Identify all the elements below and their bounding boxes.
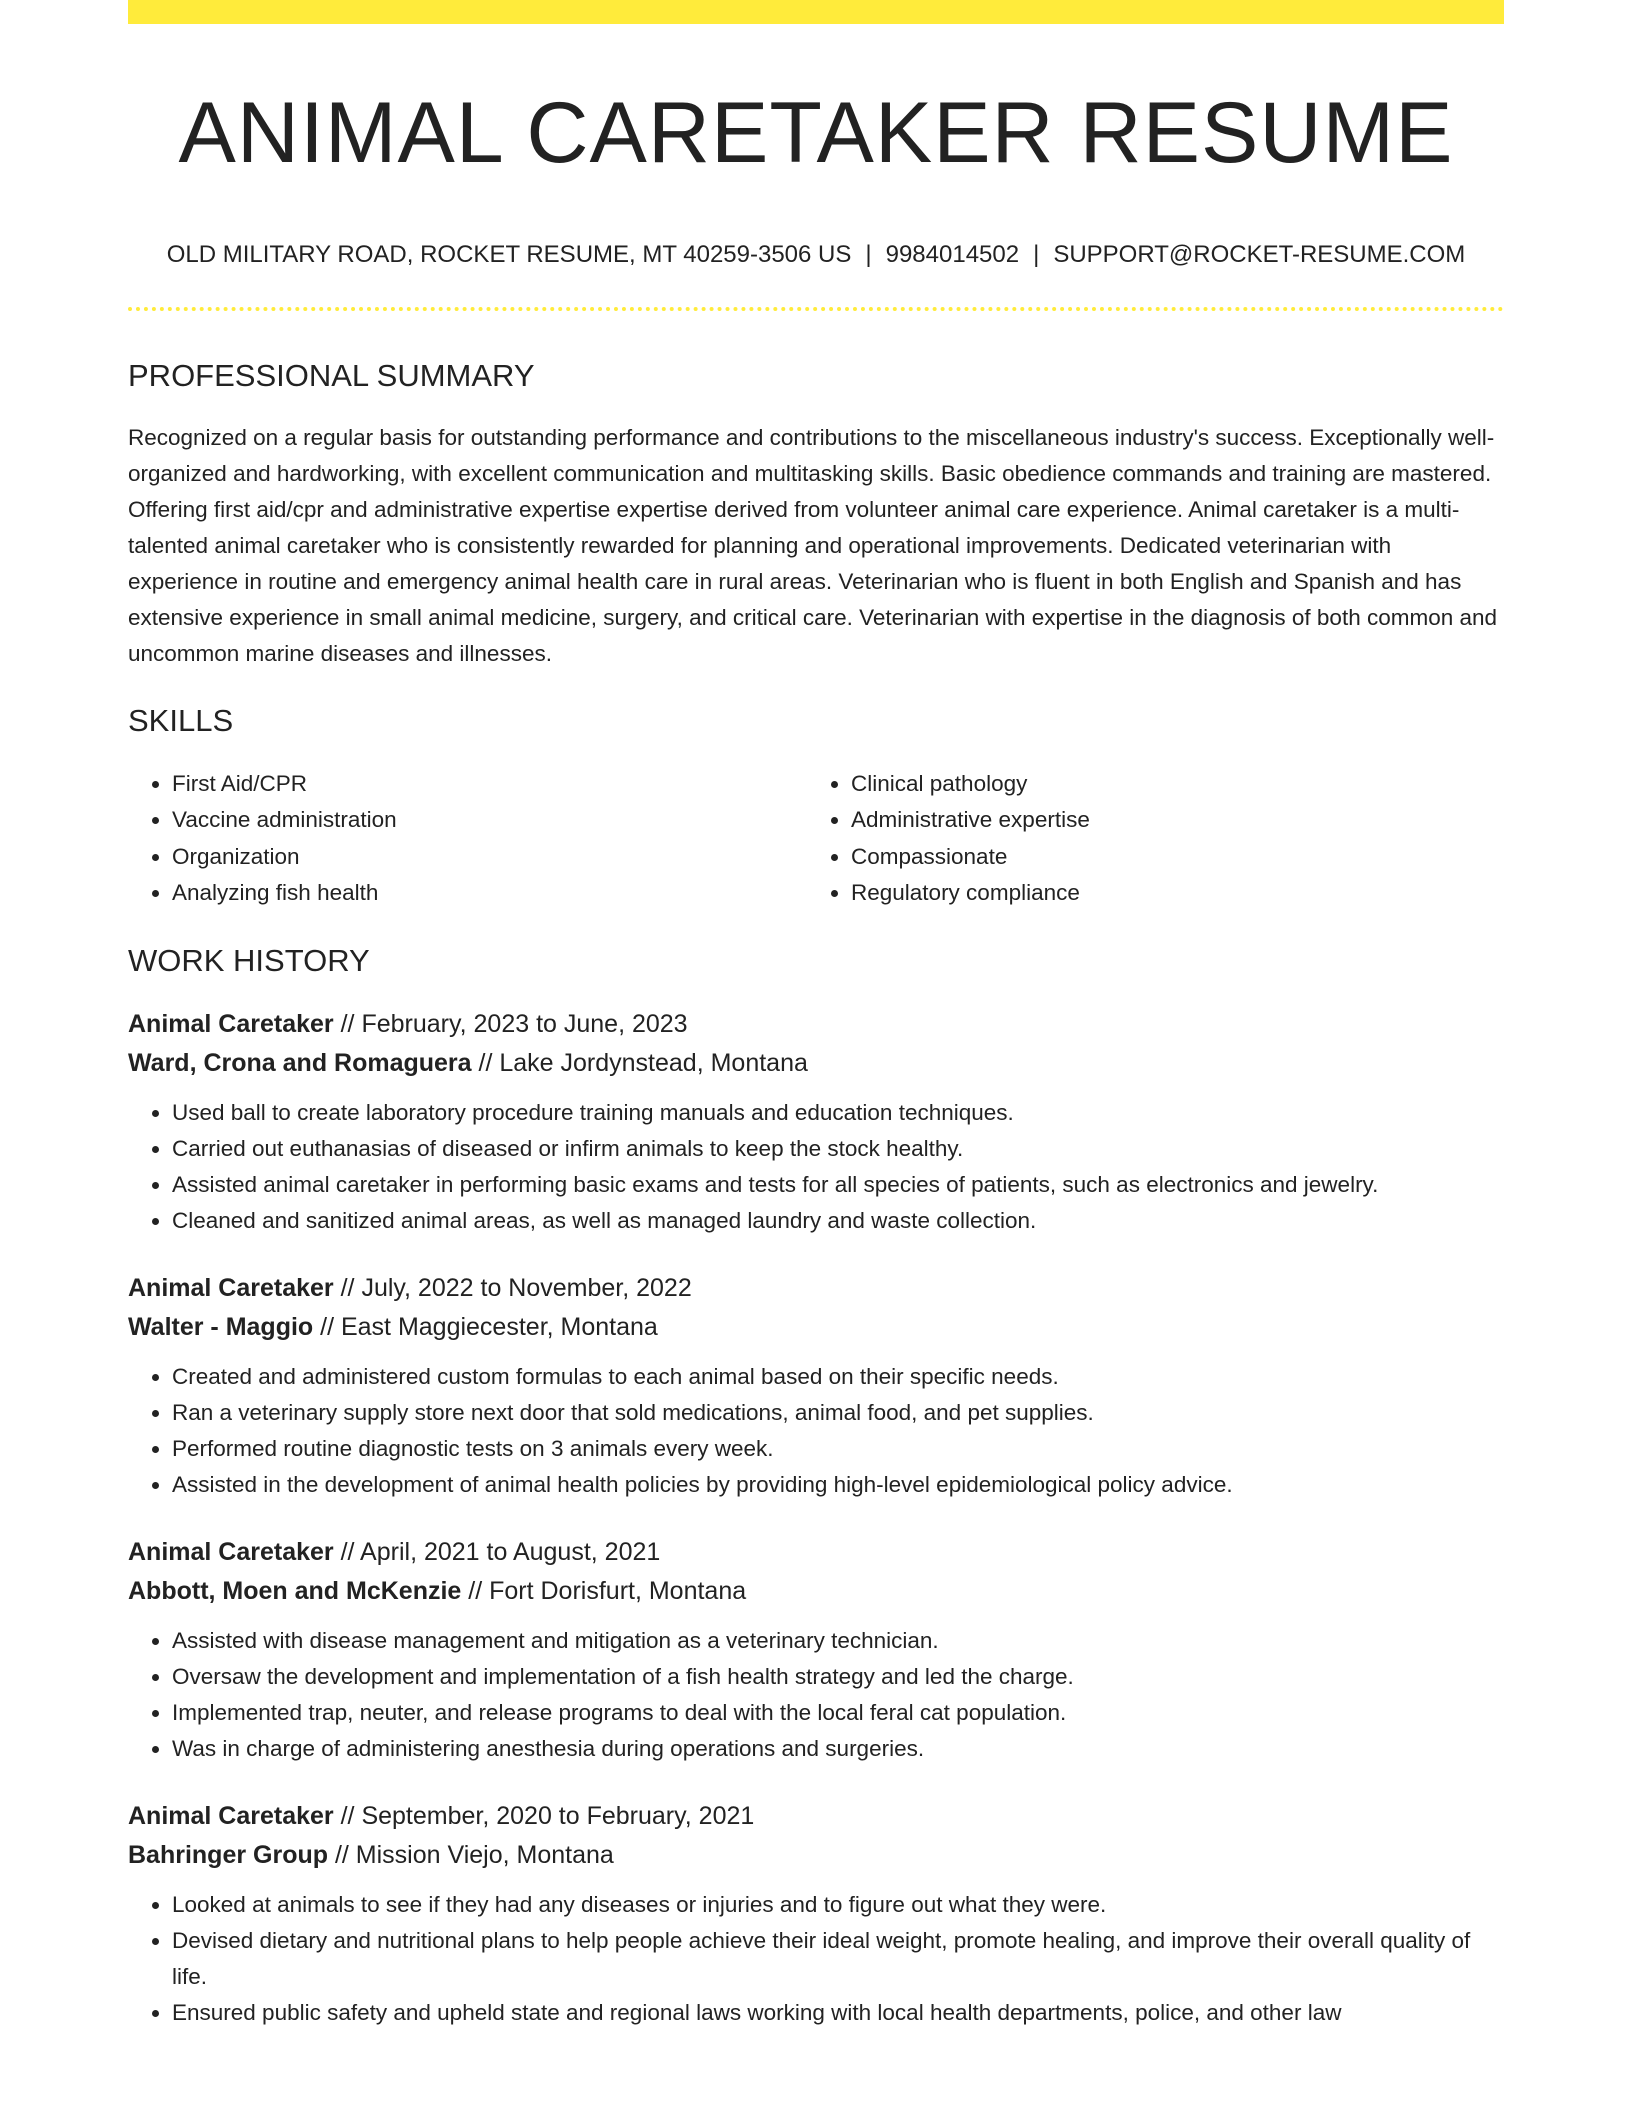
skill-item: • Analyzing fish health: [172, 875, 805, 912]
summary-heading: PROFESSIONAL SUMMARY: [128, 358, 535, 394]
job-company-line: [128, 1044, 1504, 1083]
contact-phone: 9984014502: [885, 241, 1020, 269]
job-bullet: • Performed routine diagnostic tests on 3 animals every week.: [172, 1431, 1504, 1467]
job-dates: // July, 2022 to November, 2022: [333, 1273, 692, 1302]
skill-item: • Administrative expertise: [851, 802, 1484, 839]
job-location: // East Maggiecester, Montana: [313, 1312, 658, 1341]
job-title: Animal Caretaker: [128, 1801, 334, 1830]
summary-text: Recognized on a regular basis for outstanding performance and contributions to the miscellaneous industry's success. Exceptionally well-organized and hardworking, with excellent communication and multitasking skills. Basic obedience commands and training are mastered. Offering first aid/cpr and administrative expertise expertise derived from volunteer animal care experience. Animal caretaker is a multi-talented animal caretaker who is consistently rewarded for planning and operational improvements. Dedicated veterinarian with experience in routine and emergency animal health care in rural areas. Veterinarian who is fluent in both English and Spanish and has extensive experience in small animal medicine, surgery, and critical care. Veterinarian with expertise in the diagnosis of both common and uncommon marine diseases and illnesses.: [128, 425, 1498, 667]
job-bullet: • Was in charge of administering anesthesia during operations and surgeries.: [172, 1731, 1504, 1767]
skills-column-right: [805, 766, 1484, 912]
job-bullets: [128, 1095, 1504, 1239]
resume-page: [128, 0, 1504, 2031]
job-company: Bahringer Group: [128, 1840, 329, 1869]
work-history-heading: WORK HISTORY: [128, 942, 370, 978]
job-location: // Mission Viejo, Montana: [328, 1840, 614, 1869]
job-bullet: • Ensured public safety and upheld state and regional laws working with local health departments, police, and other law: [172, 1995, 1504, 2031]
job-bullet: • Created and administered custom formulas to each animal based on their specific needs.: [172, 1359, 1504, 1395]
job-company-line: [128, 1308, 1504, 1347]
job-entry: [128, 1533, 1504, 1767]
job-bullets: [128, 1359, 1504, 1503]
job-entry: [128, 1269, 1504, 1503]
job-bullet: • Assisted with disease management and mitigation as a veterinary technician.: [172, 1623, 1504, 1659]
job-title-line: [128, 1797, 1504, 1836]
job-company-line: [128, 1836, 1504, 1875]
skill-item: • Regulatory compliance: [851, 875, 1484, 912]
job-dates: // September, 2020 to February, 2021: [333, 1801, 755, 1830]
job-bullet: • Cleaned and sanitized animal areas, as well as managed laundry and waste collection.: [172, 1203, 1504, 1239]
job-company-line: [128, 1572, 1504, 1611]
skills-list: [128, 766, 1504, 912]
job-location: // Lake Jordynstead, Montana: [471, 1048, 808, 1077]
job-location: // Fort Dorisfurt, Montana: [461, 1576, 747, 1605]
job-bullet: • Assisted in the development of animal health policies by providing high-level epidemiological policy advice.: [172, 1467, 1504, 1503]
job-bullets: [128, 1623, 1504, 1767]
skill-item: • Vaccine administration: [172, 802, 805, 839]
job-company: Abbott, Moen and McKenzie: [128, 1576, 462, 1605]
skills-column-left: [128, 766, 805, 912]
job-bullet: • Looked at animals to see if they had any diseases or injuries and to figure out what they were.: [172, 1887, 1504, 1923]
job-title: Animal Caretaker: [128, 1009, 334, 1038]
contact-email: SUPPORT@ROCKET-RESUME.COM: [1053, 241, 1466, 269]
skill-item: • Organization: [172, 839, 805, 876]
job-entry: [128, 1005, 1504, 1239]
job-bullets: [128, 1887, 1504, 2031]
contact-line: [128, 241, 1504, 269]
job-entry: [128, 1797, 1504, 2031]
skill-item: • Clinical pathology: [851, 766, 1484, 803]
job-title-line: [128, 1005, 1504, 1044]
job-bullet: • Assisted animal caretaker in performing basic exams and tests for all species of patients, such as electronics and jewelry.: [172, 1167, 1504, 1203]
job-dates: // February, 2023 to June, 2023: [333, 1009, 688, 1038]
resume-title: ANIMAL CARETAKER RESUME: [178, 85, 1454, 181]
top-accent-bar: [128, 0, 1504, 24]
job-bullet: • Oversaw the development and implementation of a fish health strategy and led the charge.: [172, 1659, 1504, 1695]
dotted-divider: [128, 307, 1504, 311]
job-bullet: • Devised dietary and nutritional plans to help people achieve their ideal weight, promote healing, and improve their overall quality of life.: [172, 1923, 1504, 1995]
skills-heading: SKILLS: [128, 703, 234, 739]
job-bullet: • Ran a veterinary supply store next door that sold medications, animal food, and pet supplies.: [172, 1395, 1504, 1431]
contact-separator: |: [865, 241, 872, 269]
contact-address: OLD MILITARY ROAD, ROCKET RESUME, MT 40259-3506 US: [166, 241, 852, 269]
skill-item: • Compassionate: [851, 839, 1484, 876]
job-title-line: [128, 1533, 1504, 1572]
job-bullet: • Implemented trap, neuter, and release programs to deal with the local feral cat population.: [172, 1695, 1504, 1731]
job-bullet: • Used ball to create laboratory procedure training manuals and education techniques.: [172, 1095, 1504, 1131]
job-title: Animal Caretaker: [128, 1273, 334, 1302]
job-company: Walter - Maggio: [128, 1312, 314, 1341]
job-company: Ward, Crona and Romaguera: [128, 1048, 472, 1077]
job-bullet: • Carried out euthanasias of diseased or infirm animals to keep the stock healthy.: [172, 1131, 1504, 1167]
contact-separator: |: [1033, 241, 1040, 269]
skill-item: • First Aid/CPR: [172, 766, 805, 803]
job-dates: // April, 2021 to August, 2021: [333, 1537, 661, 1566]
job-title: Animal Caretaker: [128, 1537, 334, 1566]
job-title-line: [128, 1269, 1504, 1308]
